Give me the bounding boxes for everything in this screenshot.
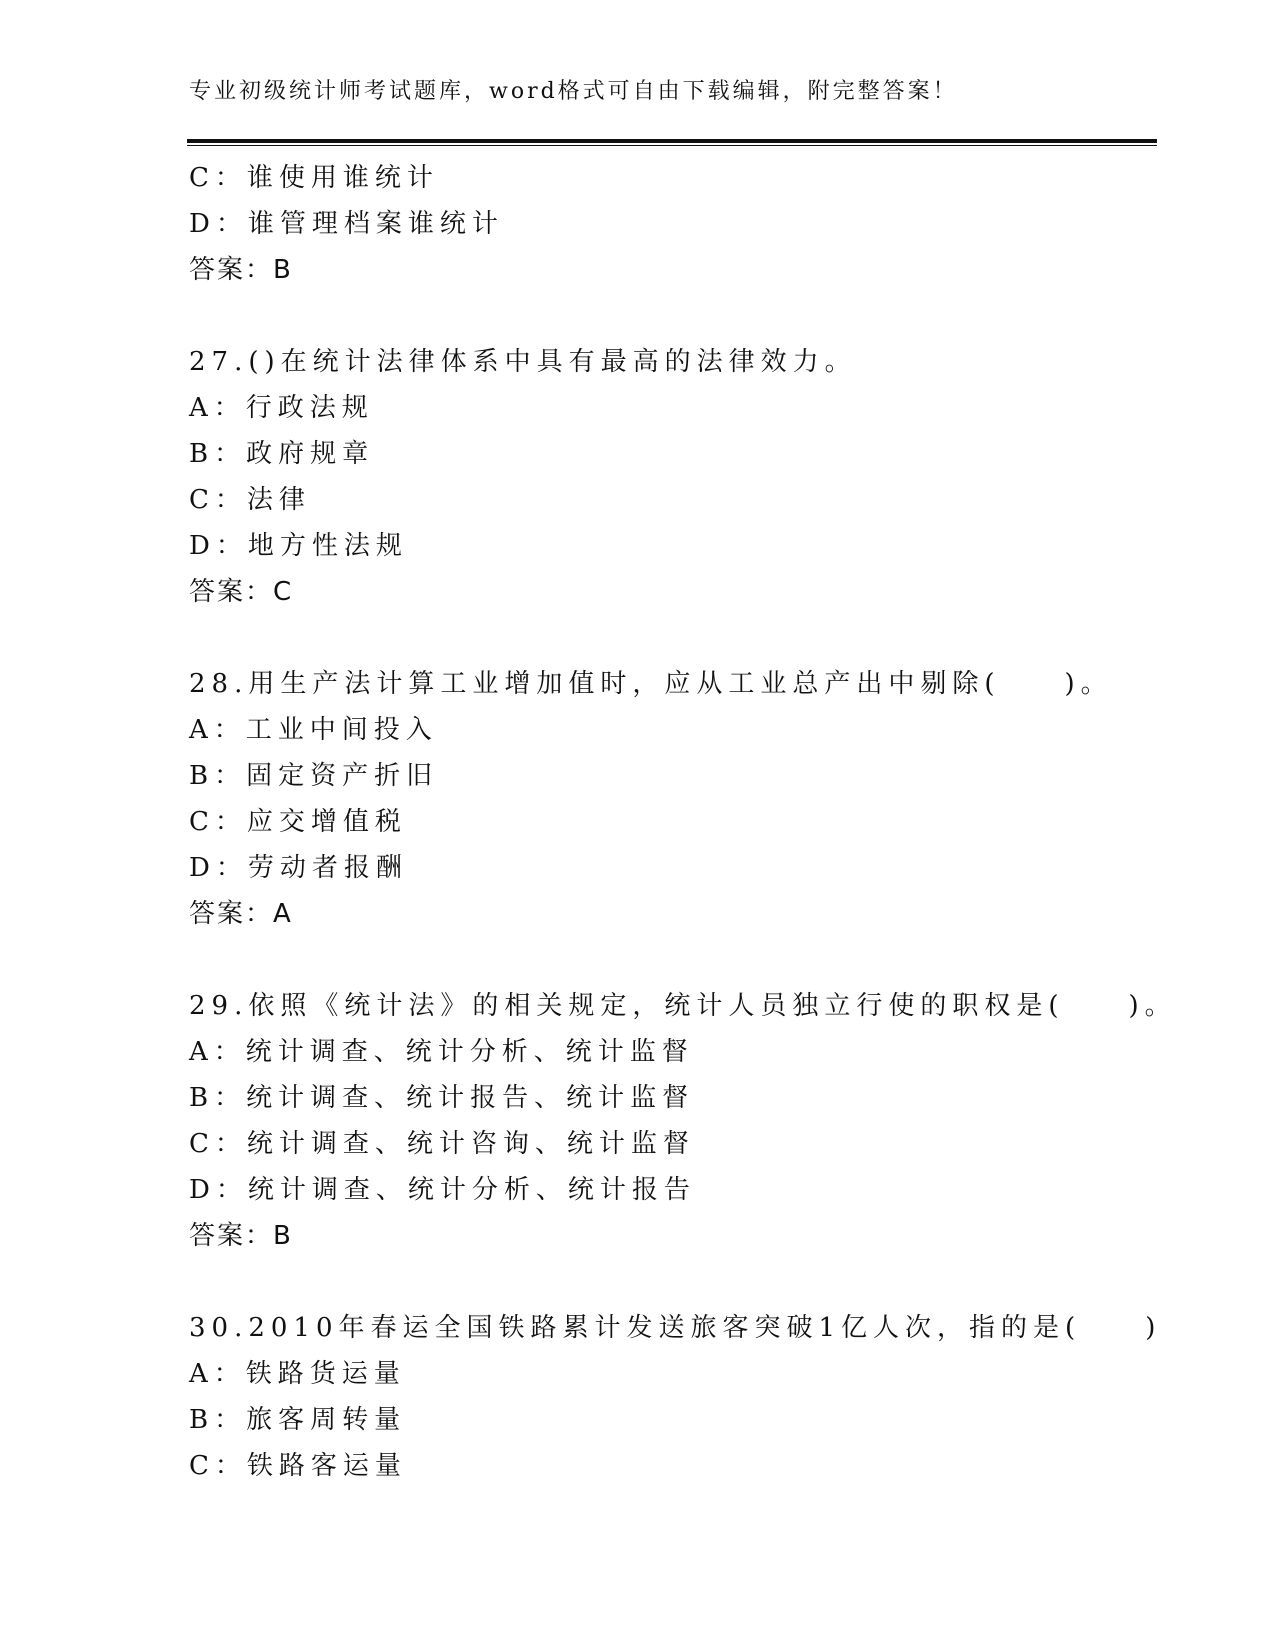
question-stem: 28.用生产法计算工业增加值时，应从工业总产出中剔除( )。 xyxy=(189,669,1113,699)
option-b: B：政府规章 xyxy=(189,439,375,469)
answer-line: 答案：B xyxy=(189,1221,293,1251)
option-c: C：谁使用谁统计 xyxy=(189,163,439,193)
option-b: B：固定资产折旧 xyxy=(189,761,439,791)
question-stem: 27.()在统计法律体系中具有最高的法律效力。 xyxy=(189,347,857,377)
option-a: A：行政法规 xyxy=(189,393,374,423)
question-28 xyxy=(189,661,1149,937)
previous-question-tail xyxy=(189,155,1149,293)
option-a: A：铁路货运量 xyxy=(189,1359,406,1389)
option-c: C：法律 xyxy=(189,485,311,515)
answer-line: 答案：B xyxy=(189,255,293,285)
option-d: D：地方性法规 xyxy=(189,531,408,561)
question-27 xyxy=(189,339,1149,615)
question-29 xyxy=(189,983,1177,1259)
option-b: B：旅客周转量 xyxy=(189,1405,407,1435)
question-30 xyxy=(189,1305,1162,1489)
answer-line: 答案：A xyxy=(189,899,293,929)
option-c: C：铁路客运量 xyxy=(189,1451,407,1481)
option-d: D：谁管理档案谁统计 xyxy=(189,209,504,239)
option-d: D：统计调查、统计分析、统计报告 xyxy=(189,1175,696,1205)
answer-line: 答案：C xyxy=(189,577,294,607)
question-stem: 29.依照《统计法》的相关规定，统计人员独立行使的职权是( )。 xyxy=(189,991,1177,1021)
option-d: D：劳动者报酬 xyxy=(189,853,408,883)
question-stem: 30.2010年春运全国铁路累计发送旅客突破1亿人次，指的是( ) xyxy=(189,1313,1162,1343)
option-a: A：统计调查、统计分析、统计监督 xyxy=(189,1037,694,1067)
option-c: C：应交增值税 xyxy=(189,807,407,837)
header-rule-thick xyxy=(187,139,1157,143)
question-list xyxy=(189,155,1177,1489)
option-c: C：统计调查、统计咨询、统计监督 xyxy=(189,1129,695,1159)
page-header: 专业初级统计师考试题库，word格式可自由下载编辑，附完整答案！ xyxy=(189,79,958,104)
option-a: A：工业中间投入 xyxy=(189,715,438,745)
header-rule-thin xyxy=(187,145,1157,146)
option-b: B：统计调查、统计报告、统计监督 xyxy=(189,1083,695,1113)
